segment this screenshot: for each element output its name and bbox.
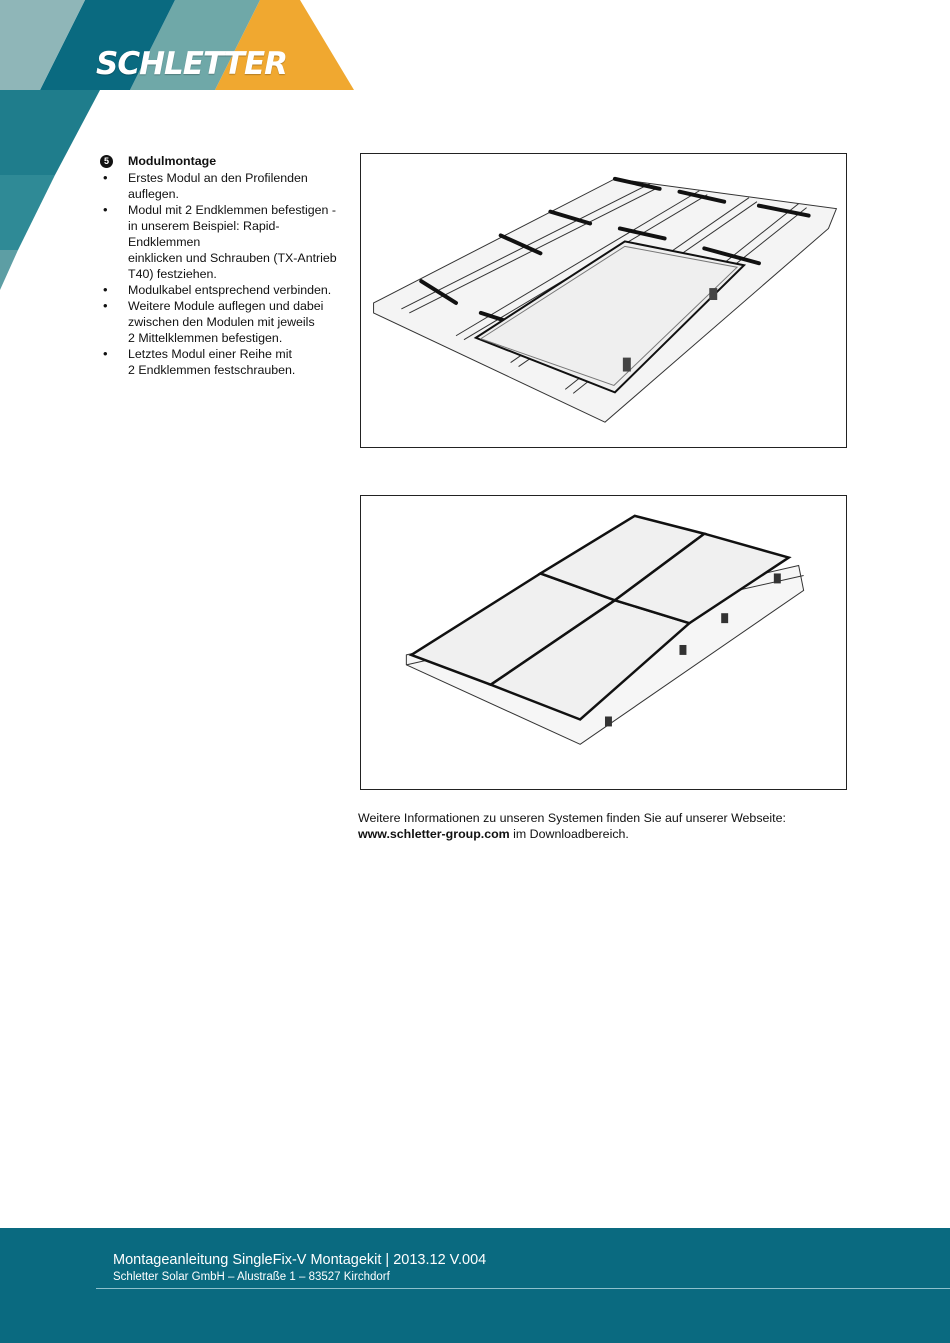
website-link[interactable]: www.schletter-group.com	[358, 827, 510, 841]
step-title: Modulmontage	[128, 154, 217, 168]
step-item: • Letztes Modul einer Reihe mit 2 Endklemmen festschrauben.	[100, 346, 350, 378]
step-item: • Modulkabel entsprechend verbinden.	[100, 282, 350, 298]
info-line: Weitere Informationen zu unseren Systemen finden Sie auf unserer Webseite:	[358, 811, 786, 825]
header-left-band-2	[0, 175, 55, 250]
illustration-module-array	[361, 496, 846, 789]
page-footer	[0, 1228, 950, 1343]
figure-first-module	[360, 153, 847, 448]
header-left-band	[0, 90, 100, 175]
footer-address: Schletter Solar GmbH – Alustraße 1 – 83527 Kirchdorf	[113, 1271, 390, 1283]
figure-module-array	[360, 495, 847, 790]
step-number-badge: 5	[100, 155, 113, 168]
step-item: • Weitere Module auflegen und dabei zwischen den Modulen mit jeweils 2 Mittelklemmen befestigen.	[100, 298, 350, 346]
step-instructions	[100, 153, 350, 378]
website-info	[358, 810, 818, 842]
footer-divider	[96, 1288, 950, 1289]
step-item: • Erstes Modul an den Profilenden auflegen.	[100, 170, 350, 202]
schletter-logo: SCHLETTER	[96, 46, 288, 82]
step-item: • Modul mit 2 Endklemmen befestigen - in unserem Beispiel: Rapid-Endklemmen einklicken und Schrauben (TX-Antrieb T40) festziehen.	[100, 202, 350, 282]
footer-title: Montageanleitung SingleFix-V Montagekit | 2013.12 V.004	[113, 1252, 487, 1268]
step-list	[100, 170, 350, 378]
illustration-first-module	[361, 154, 846, 447]
info-suffix: im Downloadbereich.	[509, 827, 629, 841]
header-left-band-3	[0, 250, 18, 290]
step-heading	[100, 153, 350, 169]
info-link-line	[358, 826, 818, 842]
